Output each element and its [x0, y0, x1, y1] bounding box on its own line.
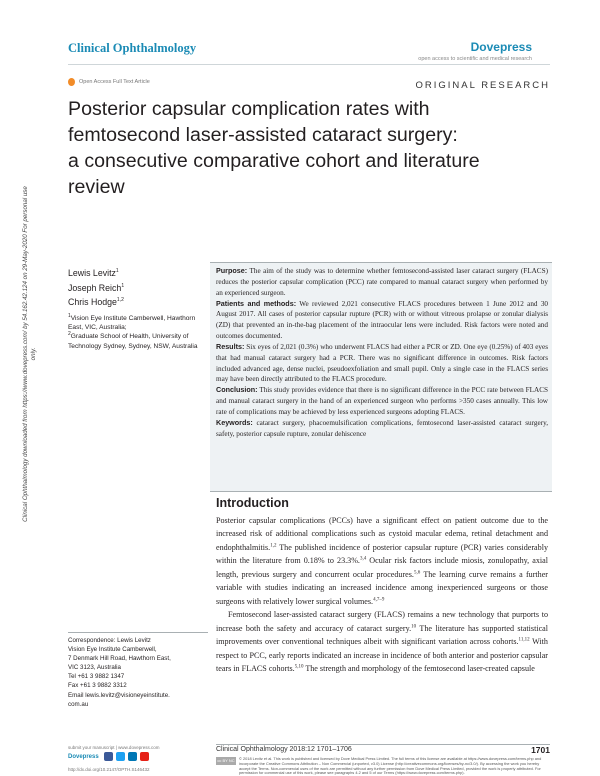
citation-ref[interactable]: 5,10 — [294, 664, 304, 670]
author[interactable]: Lewis Levitz$^1$ — [68, 268, 119, 278]
affiliations — [68, 314, 208, 351]
author[interactable]: Chris Hodge$^{1,2}$ — [68, 297, 124, 307]
email-link[interactable]: Email lewis.levitz@visioneyeinstitute. — [68, 691, 170, 699]
cc-license-icon[interactable]: cc BY NC — [217, 758, 235, 763]
abstract-methods: Patients and methods: We reviewed 2,021 consecutive FLACS procedures between 1 June 2012 and 30 August 2017. All cases of posterior capsular rupture (PCR) with or without vitreous prolapse or zonular dialysis (ZD) that prevented an in-the-bag placement of the intraocular lens were included. Risk factors were noted and outcomes documented. — [216, 298, 549, 340]
correspondence-line: 7 Denmark Hill Road, Hawthorn East, — [68, 655, 171, 663]
download-watermark: Clinical Ophthalmology downloaded from https://www.dovepress.com/ by 54.162.42.124 on 29-May-2020 For personal use only. — [22, 186, 37, 522]
correspondence-line: Fax +61 3 9882 3312 — [68, 682, 127, 690]
citation-ref[interactable]: 5,6 — [413, 570, 421, 576]
open-access-label — [68, 78, 150, 86]
doi-link[interactable]: http://dx.doi.org/10.2147/OPTH.S146432 — [68, 767, 150, 772]
abstract — [216, 266, 548, 440]
publisher-tagline: open access to scientific and medical research — [418, 56, 532, 62]
open-lock-icon — [68, 78, 75, 86]
facebook-icon[interactable] — [104, 752, 113, 761]
citation-ref[interactable]: 1,2 — [270, 543, 277, 549]
submit-link[interactable]: submit your manuscript | www.dovepress.com — [68, 745, 160, 750]
youtube-icon[interactable] — [140, 752, 149, 761]
author-list — [68, 266, 124, 310]
linkedin-icon[interactable] — [128, 752, 137, 761]
abstract-keywords: Keywords: cataract surgery, phacoemulsification complications, femtosecond laser-assisted cataract surgery, safety, posterior capsule rupture, zonular dehiscence — [216, 417, 549, 438]
header-divider — [68, 64, 550, 65]
paragraph: Femtosecond laser-assisted cataract surgery (FLACS) remains a new technology that purports to increase both the safety and accuracy of cataract surgery.$^{10}$ The literature has supported statistical improvements over conventional techniques albeit with significant variation across cohorts.$^{11,12}$ With respect to PCC, early reports indicated an increase in incidence of both anterior and posterior capsular tears in FLACS cohorts.$^{5,10}$ The strength and morphology of the femtosecond laser-created capsule — [216, 610, 549, 673]
correspondence-line: VIC 3123, Australia — [68, 664, 121, 672]
footer-divider — [216, 744, 550, 745]
citation-ref[interactable]: 10 — [411, 623, 417, 629]
title-line: femtosecond laser-assisted cataract surgery: — [68, 124, 458, 146]
license-text: © 2018 Levitz et al. This work is published and licensed by Dove Medical Press Limited. The full terms of this license are available at https://www.dovepress.com/terms.php and incorporate the Creative Commons Attribution – Non Commercial (unported, v3.0) License (http://creativecommons.org/licenses/by-nc/3.0/). By accessing the work you hereby accept the Terms. Non-commercial uses of the work are permitted without any further permission from Dove Medical Press Limited, provided the work is properly attributed. For permission for commercial use of this work, please see paragraphs 4.2 and 5 of our Terms (https://www.dovepress.com/terms.php). — [239, 756, 542, 776]
correspondence — [68, 632, 208, 709]
article-title — [68, 96, 548, 200]
citation-ref[interactable]: 11,12 — [518, 637, 530, 643]
title-line: Posterior capsular complication rates with — [68, 98, 430, 120]
introduction-heading: Introduction — [216, 496, 289, 510]
page-number: 1701 — [531, 745, 550, 755]
citation-ref[interactable]: 4,7–9 — [373, 597, 385, 603]
author[interactable]: Joseph Reich$^1$ — [68, 282, 125, 293]
correspondence-line: Vision Eye Institute Camberwell, — [68, 646, 157, 654]
correspondence-line: Tel +61 3 9882 1347 — [68, 673, 125, 681]
citation-ref[interactable]: 3,4 — [359, 556, 367, 562]
abstract-results: Results: Six eyes of 2,021 (0.3%) who underwent FLACS had either a PCR or ZD. One eye (0.25%) of 403 eyes that had manual cataract surgery had a PCR. There was no significant difference in outcomes. Risk factors included advanced age, dense nuclei, pseudoexfoliation and small pupil. Only a single case in the FLACS series may have been directly attributed to the FLACS procedure. — [216, 341, 548, 384]
open-access-text: Open Access Full Text Article — [79, 79, 150, 85]
introduction-body — [216, 514, 548, 675]
twitter-icon[interactable] — [116, 752, 125, 761]
affiliation: $^1$Vision Eye Institute Camberwell, Hawthorn East, VIC, Australia; — [68, 312, 196, 332]
paragraph: Posterior capsular complications (PCCs) have a significant effect on patient outcome due to the increased risk of additional complications such as cystoid macular edema, retinal detachment and endophthalmitis.$^{1,2}$ The published incidence of posterior capsular rupture (PCR) varies considerably within the literature from 0.18% to 23.3%.$^{3,4}$ Ocular risk factors include miosis, zonulopathy, axial length, previous surgery and concurrent ocular procedures.$^{5,6}$ The learning curve remains a further variable with studies indicating an increased incidence among inexperienced surgeons or those surgeons with relatively lower surgical volumes.$^{4,7-9}$ — [216, 516, 548, 606]
footer-logo[interactable]: Dovepress — [68, 754, 99, 760]
publisher-block — [418, 40, 532, 62]
title-line: review — [68, 176, 125, 198]
title-line: a consecutive comparative cohort and literature — [68, 150, 480, 172]
journal-citation: Clinical Ophthalmology 2018:12 1701–1706 — [216, 746, 352, 753]
publisher-logo[interactable]: Dovepress — [470, 40, 532, 54]
correspondence-label: Correspondence: Lewis Levitz — [68, 637, 151, 644]
abstract-conclusion: Conclusion: This study provides evidence that there is no significant difference in the PCC rate between FLACS and manual cataract surgery in the hand of an experienced surgeon who performs >350 cases annually. This low rate of complications may be achieved by less experienced surgeons adopting FLACS. — [216, 385, 548, 416]
abstract-purpose: Purpose: The aim of the study was to determine whether femtosecond-assisted laser cataract surgery (FLACS) reduces the posterior capsular complication (PCC) rate compared to manual cataract surgery when performed by an experienced surgeon. — [216, 266, 548, 297]
email-link[interactable]: com.au — [68, 700, 89, 708]
affiliation: $^2$Graduate School of Health, University of Technology Sydney, Sydney, NSW, Australia — [68, 331, 198, 350]
section-label: ORIGINAL RESEARCH — [415, 80, 550, 91]
journal-name[interactable]: Clinical Ophthalmology — [68, 41, 197, 55]
license-block — [216, 757, 550, 776]
